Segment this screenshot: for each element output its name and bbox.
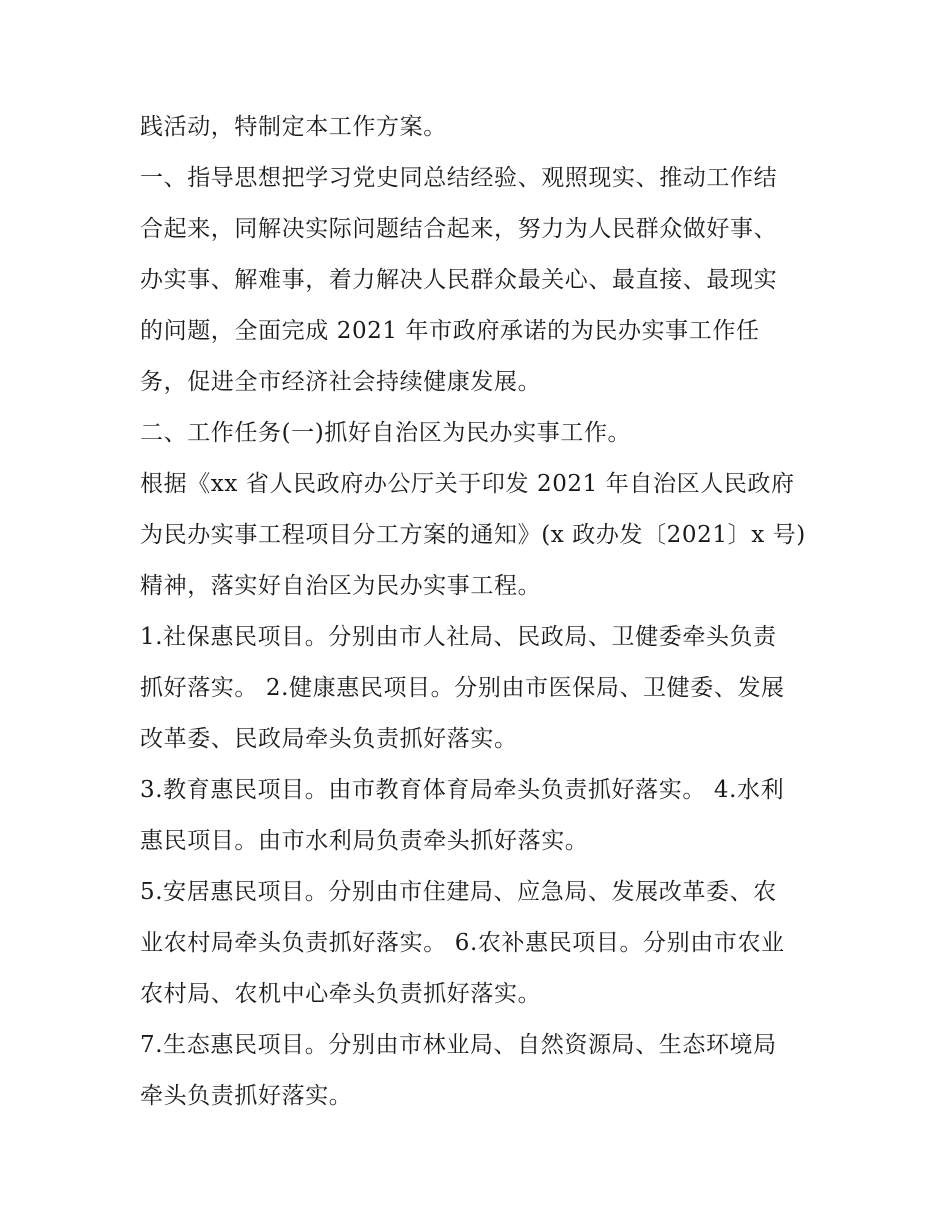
- text-line: 根据《xx 省人民政府办公厅关于印发 2021 年自治区人民政府: [140, 471, 795, 497]
- text-line: 5.安居惠民项目。分别由市住建局、应急局、发展改革委、农: [140, 879, 777, 905]
- text-line: 农村局、农机中心牵头负责抓好落实。: [140, 981, 542, 1007]
- text-line: 办实事、解难事，着力解决人民群众最关心、最直接、最现实: [140, 267, 778, 293]
- text-line: 1.社保惠民项目。分别由市人社局、民政局、卫健委牵头负责: [140, 624, 777, 650]
- text-line: 务，促进全市经济社会持续健康发展。: [140, 369, 542, 395]
- text-line: 践活动，特制定本工作方案。: [140, 114, 447, 140]
- text-line: 抓好落实。 2.健康惠民项目。分别由市医保局、卫健委、发展: [140, 675, 785, 701]
- text-line: 3.教育惠民项目。由市教育体育局牵头负责抓好落实。 4.水利: [140, 777, 785, 803]
- text-line: 业农村局牵头负责抓好落实。 6.农补惠民项目。分别由市农业: [140, 930, 785, 956]
- text-line: 改革委、民政局牵头负责抓好落实。: [140, 726, 518, 752]
- text-line: 合起来，同解决实际问题结合起来，努力为人民群众做好事、: [140, 216, 778, 242]
- text-line: 惠民项目。由市水利局负责牵头抓好落实。: [140, 828, 589, 854]
- text-line: 精神，落实好自治区为民办实事工程。: [140, 573, 542, 599]
- text-line: 7.生态惠民项目。分别由市林业局、自然资源局、生态环境局: [140, 1032, 777, 1058]
- text-line: 牵头负责抓好落实。: [140, 1083, 353, 1109]
- text-line: 一、指导思想把学习党史同总结经验、观照现实、推动工作结: [140, 165, 778, 191]
- text-line: 二、工作任务(一)抓好自治区为民办实事工作。: [140, 420, 632, 446]
- text-line: 的问题，全面完成 2021 年市政府承诺的为民办实事工作任: [140, 318, 760, 344]
- text-line: 为民办实事工程项目分工方案的通知》(x 政办发〔2021〕x 号): [140, 522, 806, 548]
